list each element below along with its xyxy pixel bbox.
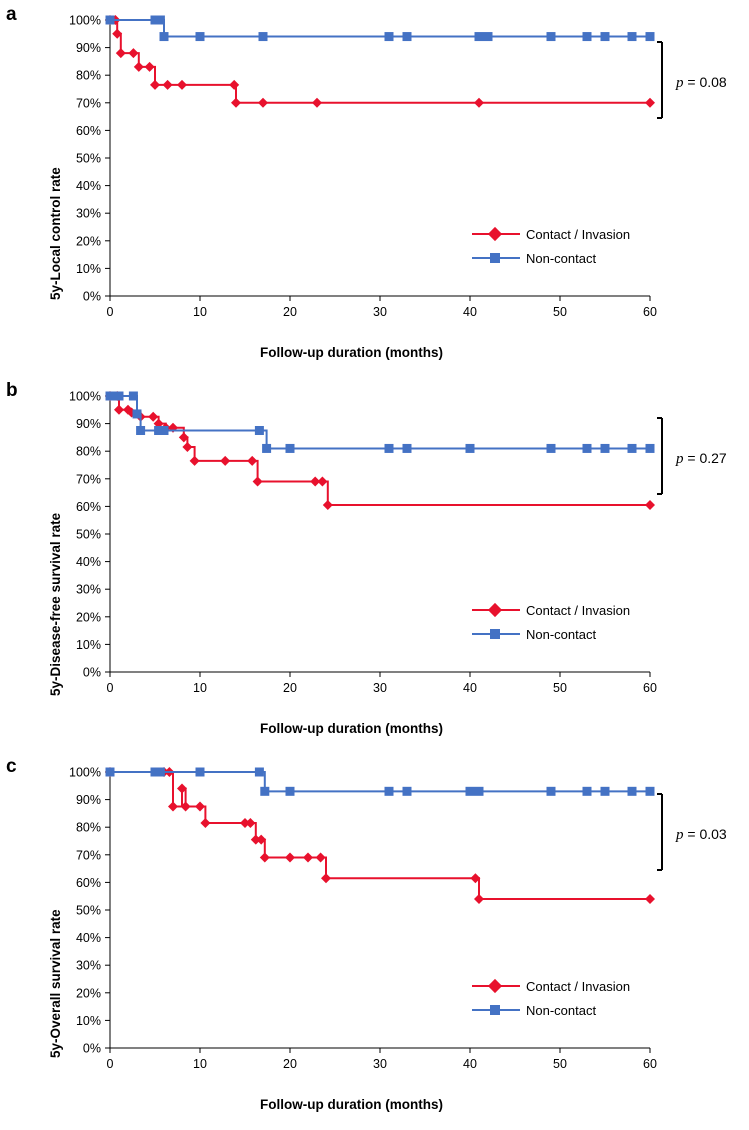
svg-text:40: 40 [463, 305, 477, 319]
svg-text:0: 0 [106, 681, 114, 695]
y-axis-label-a: 5y-Local control rate [48, 167, 63, 300]
svg-text:60: 60 [643, 681, 657, 695]
chart-b-svg [0, 376, 749, 752]
p-value-a: p = 0.08 [676, 74, 727, 91]
svg-text:40%: 40% [75, 179, 101, 194]
square-marker-icon [490, 253, 500, 263]
svg-text:50%: 50% [75, 903, 101, 918]
chart-b [0, 376, 749, 752]
svg-text:20%: 20% [75, 234, 101, 249]
svg-text:30: 30 [373, 1057, 387, 1071]
svg-text:10: 10 [193, 681, 207, 695]
p-value-c: p = 0.03 [676, 826, 727, 843]
diamond-marker-icon [488, 227, 502, 241]
svg-text:60%: 60% [75, 123, 101, 138]
svg-text:0%: 0% [82, 665, 101, 680]
legend-line-icon-red [472, 227, 520, 241]
svg-text:50%: 50% [75, 151, 101, 166]
svg-text:30%: 30% [75, 958, 101, 973]
legend-label-contact-invasion: Contact / Invasion [526, 602, 631, 618]
legend-item-contact-invasion [472, 222, 630, 246]
svg-text:20: 20 [283, 1057, 297, 1071]
legend-line-icon-blue [472, 1003, 520, 1017]
panel-c [0, 752, 749, 1128]
legend-line-icon-blue [472, 627, 520, 641]
legend-label-contact-invasion: Contact / Invasion [526, 226, 631, 242]
svg-text:80%: 80% [75, 68, 101, 83]
svg-text:40%: 40% [75, 555, 101, 570]
panel-letter-a: a [6, 4, 17, 25]
diamond-marker-icon [488, 979, 502, 993]
x-axis-label-a: Follow-up duration (months) [260, 345, 443, 360]
svg-text:20%: 20% [75, 610, 101, 625]
legend-item-contact-invasion [472, 598, 630, 622]
legend-line-icon-blue [472, 251, 520, 265]
svg-text:50: 50 [553, 305, 567, 319]
svg-text:70%: 70% [75, 96, 101, 111]
legend-label-non-contact: Non-contact [526, 1002, 597, 1018]
legend-item-non-contact [472, 246, 630, 270]
panel-letter-c: c [6, 756, 17, 777]
svg-text:30: 30 [373, 681, 387, 695]
svg-text:10%: 10% [75, 637, 101, 652]
svg-text:60%: 60% [75, 875, 101, 890]
svg-text:20%: 20% [75, 986, 101, 1001]
svg-text:0%: 0% [82, 1041, 101, 1056]
svg-text:20: 20 [283, 681, 297, 695]
svg-text:10: 10 [193, 1057, 207, 1071]
y-axis-label-c: 5y-Overall survival rate [48, 909, 63, 1058]
diamond-marker-icon [488, 603, 502, 617]
svg-text:100%: 100% [69, 389, 101, 404]
legend-label-contact-invasion: Contact / Invasion [526, 978, 631, 994]
svg-text:40: 40 [463, 1057, 477, 1071]
svg-text:30%: 30% [75, 206, 101, 221]
square-marker-icon [490, 629, 500, 639]
svg-text:0: 0 [106, 1057, 114, 1071]
svg-text:90%: 90% [75, 41, 101, 56]
y-axis-label-b: 5y-Disease-free survival rate [48, 512, 63, 696]
svg-text:10%: 10% [75, 1013, 101, 1028]
legend-label-non-contact: Non-contact [526, 626, 597, 642]
svg-text:40%: 40% [75, 931, 101, 946]
svg-text:0: 0 [106, 305, 114, 319]
legend-item-non-contact [472, 622, 630, 646]
svg-text:90%: 90% [75, 793, 101, 808]
p-value-b: p = 0.27 [676, 450, 727, 467]
legend-label-non-contact: Non-contact [526, 250, 597, 266]
svg-text:40: 40 [463, 681, 477, 695]
svg-text:80%: 80% [75, 444, 101, 459]
svg-text:50: 50 [553, 1057, 567, 1071]
svg-text:20: 20 [283, 305, 297, 319]
chart-a [0, 0, 749, 376]
legend-a [472, 222, 630, 270]
chart-a-svg [0, 0, 749, 376]
svg-text:70%: 70% [75, 848, 101, 863]
svg-text:50: 50 [553, 681, 567, 695]
legend-line-icon-red [472, 979, 520, 993]
chart-c [0, 752, 749, 1128]
svg-text:100%: 100% [69, 765, 101, 780]
legend-b [472, 598, 630, 646]
svg-text:30: 30 [373, 305, 387, 319]
panel-letter-b: b [6, 380, 18, 401]
x-axis-label-c: Follow-up duration (months) [260, 1097, 443, 1112]
legend-item-contact-invasion [472, 974, 630, 998]
chart-c-svg [0, 752, 749, 1128]
square-marker-icon [490, 1005, 500, 1015]
x-axis-label-b: Follow-up duration (months) [260, 721, 443, 736]
legend-line-icon-red [472, 603, 520, 617]
panel-b [0, 376, 749, 752]
svg-text:60: 60 [643, 305, 657, 319]
svg-text:70%: 70% [75, 472, 101, 487]
svg-text:30%: 30% [75, 582, 101, 597]
legend-item-non-contact [472, 998, 630, 1022]
svg-text:60%: 60% [75, 499, 101, 514]
svg-text:90%: 90% [75, 417, 101, 432]
legend-c [472, 974, 630, 1022]
svg-text:80%: 80% [75, 820, 101, 835]
svg-text:10: 10 [193, 305, 207, 319]
svg-text:100%: 100% [69, 13, 101, 28]
panel-a [0, 0, 749, 376]
svg-text:10%: 10% [75, 261, 101, 276]
svg-text:60: 60 [643, 1057, 657, 1071]
svg-text:50%: 50% [75, 527, 101, 542]
svg-text:0%: 0% [82, 289, 101, 304]
